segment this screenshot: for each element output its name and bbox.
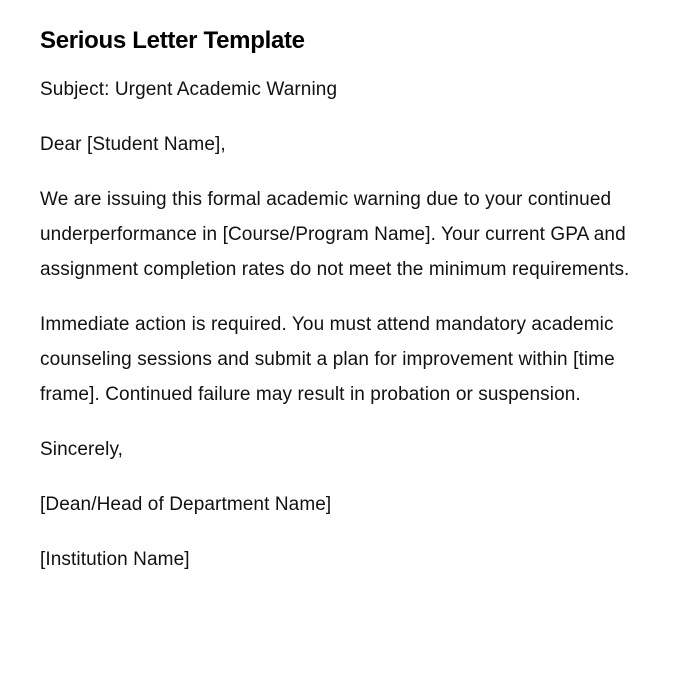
closing: Sincerely,	[40, 439, 124, 460]
body-paragraph-2: Immediate action is required. You must attend mandatory academic counseling sessions and submit a plan for improvement within [time frame]. Continued failure may result in probation or suspension.	[40, 314, 615, 405]
document-title: Serious Letter Template	[40, 27, 305, 54]
subject-line: Subject: Urgent Academic Warning	[40, 79, 338, 100]
institution-name: [Institution Name]	[40, 549, 190, 570]
signatory-name: [Dean/Head of Department Name]	[40, 494, 332, 515]
body-paragraph-1: We are issuing this formal academic warning due to your continued underperformance in [Course/Program Name]. Your current GPA and assignment completion rates do not meet the minimum requirements.	[40, 189, 630, 280]
salutation: Dear [Student Name],	[40, 134, 226, 155]
